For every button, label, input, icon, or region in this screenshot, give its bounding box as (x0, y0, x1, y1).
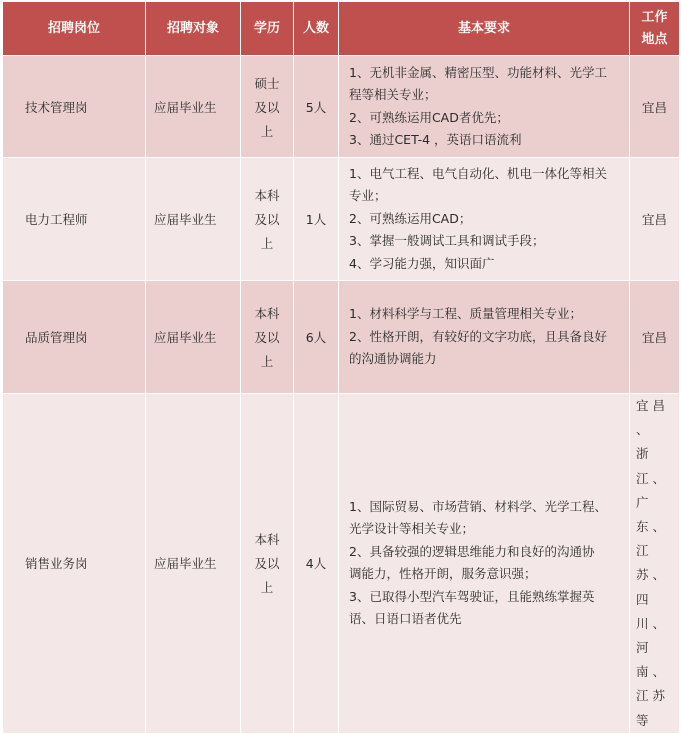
header-requirements: 基本要求 (339, 2, 630, 56)
education-line: 本科 (254, 306, 280, 321)
location-line: 南 、 (636, 664, 665, 680)
requirement-line: 2、可熟练运用CAD者优先； (349, 109, 509, 125)
cell-location: 宜昌 (630, 281, 680, 394)
education-line: 上 (260, 580, 274, 596)
cell-education (241, 56, 294, 158)
location-line: 四 (636, 591, 649, 607)
header-count: 人数 (294, 2, 339, 56)
requirement-line: 程等相关专业； (349, 87, 437, 102)
cell-count: 5人 (294, 56, 339, 158)
header-location (630, 2, 680, 56)
requirement-line: 4、学习能力强，知识面广 (349, 255, 495, 271)
requirement-line: 1、无机非金属、精密压型、功能材料、光学工 (349, 64, 607, 80)
requirement-line: 光学设计等相关专业； (349, 521, 475, 537)
table-row (3, 394, 680, 734)
location-line: 广 (636, 494, 649, 510)
requirement-line: 2、具备较强的逻辑思维能力和良好的沟通协 (349, 543, 595, 559)
cell-requirements (339, 281, 630, 394)
requirement-line: 1、电气工程、电气自动化、机电一体化等相关 (349, 165, 607, 181)
header-row (3, 2, 680, 56)
education-line: 本科 (254, 188, 280, 203)
cell-location (630, 394, 680, 734)
header-location-line2: 地点 (641, 31, 668, 47)
cell-location: 宜昌 (630, 56, 680, 158)
location-line: 江 (636, 543, 649, 559)
cell-count: 6人 (294, 281, 339, 394)
cell-requirements (339, 394, 630, 734)
education-line: 上 (260, 354, 274, 369)
education-line: 本科 (254, 532, 280, 548)
header-target: 招聘对象 (146, 2, 241, 56)
header-position: 招聘岗位 (3, 2, 146, 56)
location-line: 江 苏 (636, 688, 665, 704)
header-location-line1: 工作 (641, 9, 668, 25)
requirement-line: 1、材料科学与工程、质量管理相关专业； (349, 306, 582, 322)
requirement-line: 2、可熟练运用CAD； (349, 210, 472, 226)
cell-education (241, 394, 294, 734)
location-line: 宜 昌 、 (636, 398, 665, 438)
requirement-line: 2、性格开朗，有较好的文字功底，且具备良好 (349, 328, 607, 344)
location-line: 江 、 (636, 470, 665, 486)
cell-location: 宜昌 (630, 158, 680, 281)
education-line: 及以 (254, 99, 280, 115)
location-line: 东 、 (636, 519, 665, 535)
requirement-line: 3、已取得小型汽车驾驶证，且能熟练掌握英 (349, 588, 595, 604)
education-line: 及以 (254, 212, 280, 227)
table-row (3, 56, 680, 158)
table-row (3, 158, 680, 281)
requirement-line: 调能力，性格开朗，服务意识强； (349, 566, 537, 582)
cell-count: 4人 (294, 394, 339, 734)
requirement-line: 的沟通协调能力 (349, 351, 437, 367)
cell-target: 应届毕业生 (146, 158, 241, 281)
requirement-line: 专业； (349, 188, 387, 204)
location-line: 浙 (636, 446, 649, 462)
header-education: 学历 (241, 2, 294, 56)
recruitment-table (2, 1, 680, 734)
education-line: 及以 (254, 330, 280, 345)
cell-education (241, 158, 294, 281)
location-line: 河 (636, 640, 649, 656)
education-line: 上 (260, 236, 274, 251)
requirement-line: 语、日语口语者优先 (349, 611, 462, 627)
cell-position: 电力工程师 (3, 158, 146, 281)
education-line: 上 (260, 123, 274, 139)
cell-education (241, 281, 294, 394)
requirement-line: 3、掌握一般调试工具和调试手段； (349, 233, 545, 249)
location-line: 苏 、 (636, 567, 665, 583)
cell-position: 销售业务岗 (3, 394, 146, 734)
location-line: 等 (636, 712, 649, 728)
cell-requirements (339, 158, 630, 281)
cell-target: 应届毕业生 (146, 56, 241, 158)
cell-count: 1人 (294, 158, 339, 281)
education-line: 硕士 (254, 75, 280, 91)
education-line: 及以 (254, 556, 280, 572)
table-row (3, 281, 680, 394)
cell-position: 技术管理岗 (3, 56, 146, 158)
cell-target: 应届毕业生 (146, 394, 241, 734)
location-line: 川 、 (636, 615, 665, 631)
cell-target: 应届毕业生 (146, 281, 241, 394)
requirement-line: 3、通过CET-4 ，英语口语流利 (349, 132, 522, 147)
cell-position: 品质管理岗 (3, 281, 146, 394)
cell-requirements (339, 56, 630, 158)
requirement-line: 1、国际贸易、市场营销、材料学、光学工程、 (349, 498, 607, 514)
